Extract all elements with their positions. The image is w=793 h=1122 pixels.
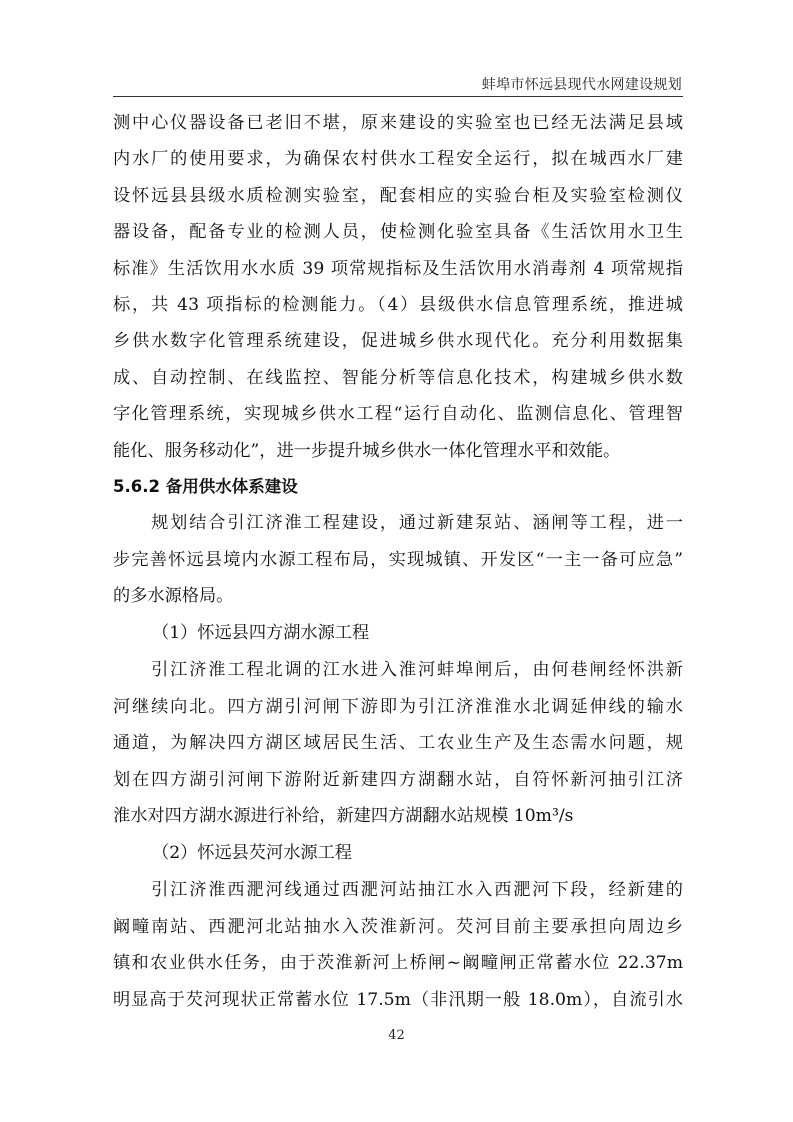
- section-heading: 5.6.2 备用供水体系建设: [113, 476, 298, 496]
- paragraph-line: 引江济淮西淝河线通过西淝河站抽江水入西淝河下段，经新建的: [113, 880, 683, 901]
- paragraph-line: 河继续向北。四方湖引河闸下游即为引江济淮淮水北调延伸线的输水: [113, 696, 683, 717]
- paragraph-line: 淮水对四方湖水源进行补给，新建四方湖翻水站规模 10m³/s: [113, 806, 574, 827]
- paragraph-line: 器设备，配备专业的检测人员，使检测化验室具备《生活饮用水卫生: [113, 222, 683, 243]
- paragraph-line: 的多水源格局。: [113, 586, 234, 607]
- running-header-title: 蚌埠市怀远县现代水网建设规划: [481, 77, 682, 93]
- paragraph-line: 划在四方湖引河闸下游附近新建四方湖翻水站，自符怀新河抽引江济: [113, 769, 683, 790]
- paragraph-line: 设怀远县县级水质检测实验室，配套相应的实验台柜及实验室检测仪: [113, 185, 683, 206]
- paragraph-line: 成、自动控制、在线监控、智能分析等信息化技术，构建城乡供水数: [113, 367, 683, 388]
- paragraph-line: 引江济淮工程北调的江水进入淮河蚌埠闸后，由何巷闸经怀洪新: [113, 660, 683, 681]
- paragraph-line: 阚疃南站、西淝河北站抽水入茨淮新河。芡河目前主要承担向周边乡: [113, 916, 683, 937]
- document-body: [113, 105, 683, 1018]
- paragraph-line: 内水厂的使用要求，为确保农村供水工程安全运行，拟在城西水厂建: [113, 149, 683, 170]
- subsection-heading: （2）怀远县芡河水源工程: [152, 843, 352, 864]
- subsection-heading: （1）怀远县四方湖水源工程: [152, 623, 370, 644]
- paragraph-line: 通道，为解决四方湖区域居民生活、工农业生产及生态需水问题，规: [113, 733, 683, 754]
- paragraph-line: 标准》生活饮用水水质 39 项常规指标及生活饮用水消毒剂 4 项常规指: [113, 258, 683, 279]
- paragraph-line: 明显高于芡河现状正常蓄水位 17.5m（非汛期一般 18.0m），自流引水: [113, 989, 683, 1010]
- header-divider: [113, 96, 683, 97]
- paragraph-line: 能化、服务移动化”，进一步提升城乡供水一体化管理水平和效能。: [113, 440, 621, 461]
- page-number: 42: [388, 1028, 405, 1043]
- paragraph-line: 乡供水数字化管理系统建设，促进城乡供水现代化。充分利用数据集: [113, 331, 683, 352]
- paragraph-line: 字化管理系统，实现城乡供水工程“运行自动化、监测信息化、管理智: [113, 404, 683, 425]
- paragraph-line: 镇和农业供水任务，由于茨淮新河上桥闸~阚疃闸正常蓄水位 22.37m: [113, 953, 683, 974]
- paragraph-line: 步完善怀远县境内水源工程布局，实现城镇、开发区“一主一备可应急”: [113, 549, 683, 570]
- paragraph-line: 测中心仪器设备已老旧不堪，原来建设的实验室也已经无法满足县域: [113, 113, 683, 133]
- paragraph-line: 规划结合引江济淮工程建设，通过新建泵站、涵闸等工程，进一: [113, 513, 683, 534]
- paragraph-line: 标，共 43 项指标的检测能力。（4）县级供水信息管理系统，推进城: [113, 294, 683, 315]
